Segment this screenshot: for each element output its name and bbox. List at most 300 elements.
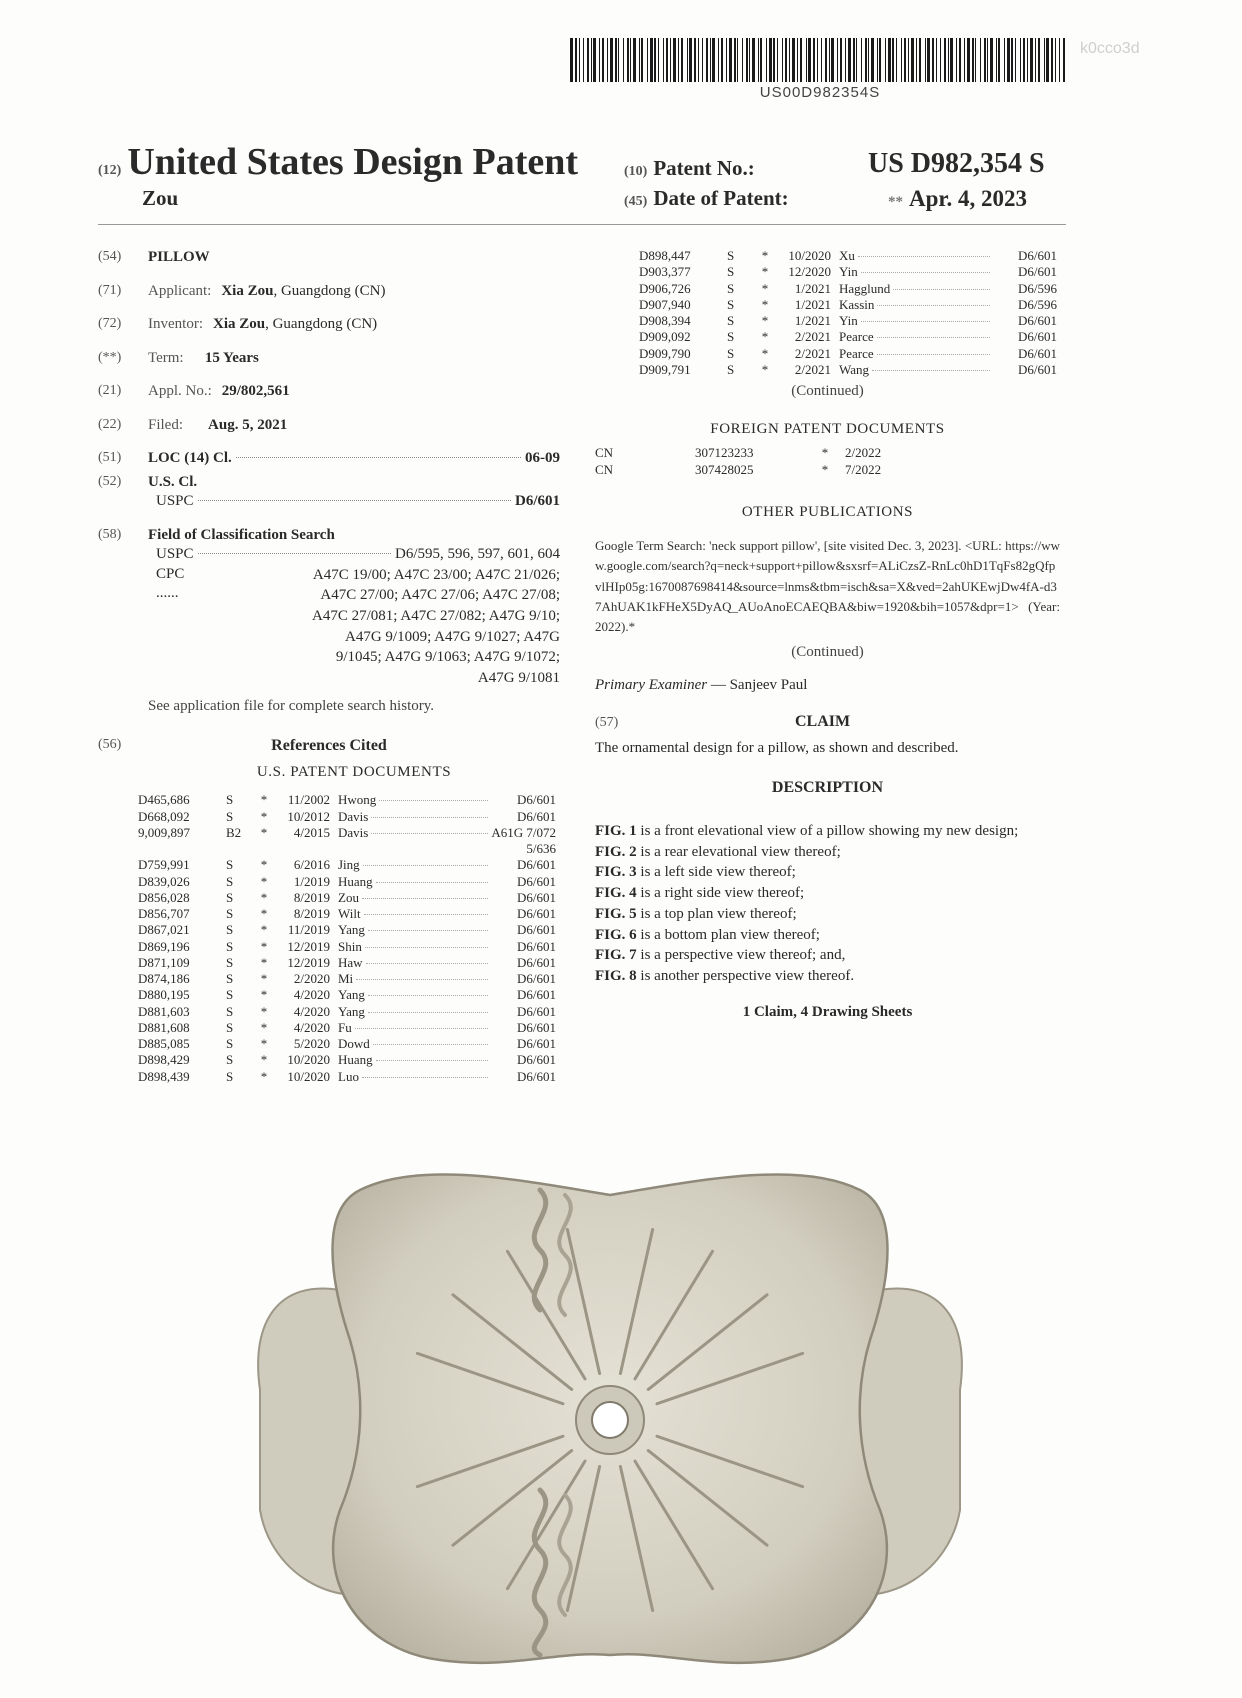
cpc-line: A47C 19/00; A47C 23/00; A47C 21/026; <box>312 566 560 583</box>
dot-leader <box>365 947 489 948</box>
reference-row <box>138 792 556 808</box>
inventor-name: Xia Zou <box>212 316 266 332</box>
barcode-bar <box>861 38 862 82</box>
reference-row <box>138 1020 556 1036</box>
barcode-bar <box>666 38 668 82</box>
barcode-bar <box>1007 38 1010 82</box>
ref-class: D6/596 <box>1018 280 1057 296</box>
barcode-bar <box>919 38 921 82</box>
reference-row <box>138 857 556 873</box>
barcode-bar <box>681 38 683 82</box>
dot-leader <box>376 1060 489 1061</box>
ref-name: Fu <box>338 1019 352 1035</box>
barcode-bar <box>817 38 818 82</box>
ref-kind: S <box>226 938 234 954</box>
ref-name: Wilt <box>338 906 361 922</box>
barcode-bar <box>940 38 941 82</box>
dot-leader <box>363 865 489 866</box>
ref-date: 2/2021 <box>794 345 831 361</box>
field-code: (56) <box>98 737 122 753</box>
pillow-center-hole <box>592 1402 628 1438</box>
search-uspc-label: USPC <box>156 546 194 562</box>
barcode-bar <box>972 38 974 82</box>
reference-row <box>138 1069 556 1085</box>
barcode-bar <box>829 38 830 82</box>
cpc-line: A47G 9/1009; A47G 9/1027; A47G <box>344 628 560 645</box>
ref-name: Yang <box>338 987 365 1003</box>
barcode-bar <box>956 38 957 82</box>
barcode-bar <box>785 38 787 82</box>
foreign-documents-title: FOREIGN PATENT DOCUMENTS <box>710 420 945 437</box>
barcode-bar <box>1044 38 1045 82</box>
description-list <box>595 821 1060 987</box>
barcode-bar <box>856 38 857 82</box>
barcode-bar <box>837 38 838 82</box>
ref-name: Luo <box>338 1068 359 1084</box>
barcode-bar <box>853 38 855 82</box>
barcode-bar <box>964 38 965 82</box>
barcode-bar <box>742 38 743 82</box>
ref-name: Davis <box>338 824 369 840</box>
figure-text: is a bottom plan view thereof; <box>636 926 820 943</box>
ref-cited-mark: * <box>260 1003 268 1019</box>
barcode-bar <box>647 38 648 82</box>
ref-number: D903,377 <box>639 264 691 280</box>
barcode-bar <box>896 38 897 82</box>
barcode-bar <box>908 38 909 82</box>
ref-cited-mark: * <box>260 889 268 905</box>
barcode-bar <box>706 38 708 82</box>
foreign-reference-row <box>595 462 925 479</box>
barcode-bar <box>698 38 699 82</box>
us-cl-sublabel: USPC <box>156 493 194 509</box>
applicant-location: , Guangdong (CN) <box>273 282 386 299</box>
barcode-bar <box>871 38 874 82</box>
barcode-bar <box>797 38 798 82</box>
examiner-separator: — <box>707 677 730 694</box>
reference-row <box>138 922 556 938</box>
ref-name-cell <box>338 1020 491 1036</box>
ref-class: D6/601 <box>517 1003 556 1019</box>
field-code: (58) <box>98 526 122 542</box>
ref-cited-mark: * <box>260 1036 268 1052</box>
reference-row <box>639 362 1057 378</box>
ref-number: D909,092 <box>639 329 691 345</box>
barcode-bar <box>892 38 894 82</box>
barcode-bar <box>570 38 573 82</box>
ref-name: Xu <box>839 248 855 263</box>
ref-cited-mark: * <box>260 792 268 808</box>
ref-class: D6/601 <box>517 873 556 889</box>
ref-date: 5/2020 <box>293 1036 330 1052</box>
ref-cited-mark: * <box>761 296 769 312</box>
figure-label: FIG. 4 <box>595 885 637 902</box>
barcode-bar <box>587 38 589 82</box>
barcode-bar <box>800 38 802 82</box>
ref-kind: S <box>727 361 735 377</box>
barcode-bar <box>998 38 1000 82</box>
term-field <box>98 349 560 369</box>
barcode-image <box>570 38 1065 82</box>
barcode-bar <box>1051 38 1053 82</box>
ref-name: Yin <box>839 264 858 280</box>
barcode-bar <box>678 38 679 82</box>
ref-kind: S <box>226 808 234 824</box>
dot-leader <box>198 500 511 501</box>
reference-row <box>138 874 556 890</box>
barcode-bar <box>1035 38 1036 82</box>
ref-cited-mark: * <box>260 824 268 840</box>
ref-name: Davis <box>338 808 369 824</box>
dot-leader <box>376 882 489 883</box>
reference-row <box>138 1004 556 1020</box>
barcode-bar <box>990 38 993 82</box>
ref-class: D6/601 <box>517 1052 556 1068</box>
ref-number: 9,009,897 <box>138 824 190 840</box>
barcode-bar <box>885 38 886 82</box>
ref-name: Yang <box>338 1003 365 1019</box>
ref-date: 10/2020 <box>287 1052 330 1068</box>
ref-name-cell <box>338 987 491 1003</box>
foreign-ref-star: * <box>821 445 829 460</box>
ref-number: D465,686 <box>138 792 190 808</box>
ref-cited-mark: * <box>761 329 769 345</box>
appl-no-label: Appl. No.: <box>148 383 212 399</box>
left-column <box>98 248 560 1085</box>
ref-name: Dowd <box>338 1036 370 1052</box>
reference-row <box>138 1036 556 1052</box>
ref-name-cell <box>839 313 993 329</box>
ref-cited-mark: * <box>260 922 268 938</box>
dot-leader <box>872 370 990 371</box>
ref-class: D6/601 <box>1018 264 1057 280</box>
ref-cited-mark: * <box>260 1052 268 1068</box>
field-code: (71) <box>98 282 122 298</box>
foreign-ref-num: 307123233 <box>695 445 754 460</box>
continued-note: (Continued) <box>791 643 864 660</box>
ref-name-cell <box>338 971 491 987</box>
date-label <box>624 186 789 211</box>
barcode-bar <box>1055 38 1056 82</box>
reference-row <box>138 1052 556 1068</box>
search-label: Field of Classification Search <box>148 526 335 543</box>
reference-row <box>639 281 1057 297</box>
barcode-bar <box>726 38 727 82</box>
cpc-line: A47C 27/081; A47C 27/082; A47G 9/10; <box>312 607 560 624</box>
doc-type-code: (12) <box>98 163 122 178</box>
barcode-bar <box>975 38 976 82</box>
ref-name-cell <box>839 329 993 345</box>
title-field <box>98 248 560 268</box>
search-cpc-codes <box>204 565 560 689</box>
claim-code: (57) <box>595 714 619 730</box>
ref-cited-mark: * <box>761 361 769 377</box>
figure-description <box>595 862 1060 883</box>
ref-kind: S <box>727 248 735 263</box>
ref-class: A61G 7/072 <box>491 824 556 840</box>
ref-name-cell <box>338 906 491 922</box>
barcode-bar <box>670 38 671 82</box>
ref-date: 10/2020 <box>287 1068 330 1084</box>
claim-title: CLAIM <box>795 712 851 730</box>
ref-name-cell <box>839 281 993 297</box>
barcode-bar <box>831 38 834 82</box>
barcode-bar <box>1027 38 1028 82</box>
figure-text: is a perspective view thereof; and, <box>636 947 846 964</box>
ref-name: Haw <box>338 954 363 970</box>
barcode-bar <box>610 38 613 82</box>
barcode-bar <box>593 38 596 82</box>
search-uspc-value: D6/595, 596, 597, 601, 604 <box>395 546 560 562</box>
figure-label: FIG. 8 <box>595 967 637 984</box>
reference-row <box>138 890 556 906</box>
continued-note: (Continued) <box>791 383 864 399</box>
barcode-bar <box>813 38 815 82</box>
field-code: (51) <box>98 450 122 465</box>
barcode-bar <box>599 38 600 82</box>
ref-date: 10/2012 <box>287 808 330 824</box>
figure-description <box>595 945 1060 966</box>
ref-class: D6/601 <box>517 792 556 808</box>
barcode-bar <box>1023 38 1025 82</box>
foreign-ref-country: CN <box>595 461 614 477</box>
barcode-bar <box>749 38 750 82</box>
barcode-bar <box>623 38 624 82</box>
us-references-table <box>138 792 556 1085</box>
search-cpc-label: CPC ...... <box>156 565 185 601</box>
dot-leader <box>362 898 488 899</box>
dot-leader <box>368 995 489 996</box>
ref-date: 12/2020 <box>788 264 831 280</box>
search-history-note: See application file for complete search history. <box>148 697 435 714</box>
examiner-name: Sanjeev Paul <box>729 677 808 694</box>
ref-cited-mark: * <box>761 248 769 263</box>
ref-number: D898,439 <box>138 1068 190 1084</box>
ref-cited-mark: * <box>260 971 268 987</box>
ref-name-cell <box>338 955 491 971</box>
foreign-ref-star: * <box>821 461 829 477</box>
barcode-bar <box>1020 38 1021 82</box>
patent-number-label-text: Patent No.: <box>653 156 755 180</box>
barcode-bar <box>911 38 914 82</box>
ref-kind: S <box>727 280 735 296</box>
ref-kind: B2 <box>226 824 242 840</box>
barcode-bar <box>641 38 643 82</box>
ref-number <box>138 841 226 857</box>
barcode-side-text: k0cco3d <box>1080 40 1140 57</box>
dot-leader <box>368 930 489 931</box>
field-code: (52) <box>98 473 122 489</box>
ref-kind: S <box>226 1036 234 1052</box>
barcode-bar <box>734 38 736 82</box>
ref-name-cell <box>338 825 491 841</box>
ref-date: 1/2021 <box>794 280 831 296</box>
ref-name: Wang <box>839 361 869 377</box>
reference-row <box>138 809 556 825</box>
figure-label: FIG. 1 <box>595 823 637 840</box>
ref-date: 2/2020 <box>293 971 330 987</box>
figure-label: FIG. 2 <box>595 843 637 860</box>
reference-row <box>639 329 1057 345</box>
ref-kind: S <box>226 889 234 905</box>
barcode-bar <box>936 38 937 82</box>
barcode-bar <box>808 38 811 82</box>
figure-description <box>595 904 1060 925</box>
ref-kind: S <box>226 1019 234 1035</box>
barcode-bar <box>718 38 719 82</box>
barcode-bar <box>760 38 762 82</box>
ref-date: 8/2019 <box>293 906 330 922</box>
ref-cited-mark: * <box>260 873 268 889</box>
barcode-bar <box>927 38 930 82</box>
ref-number: D869,196 <box>138 938 190 954</box>
cpc-line: A47G 9/1081 <box>477 669 560 686</box>
ref-name-cell <box>839 297 993 313</box>
ref-number: D906,726 <box>639 280 691 296</box>
figure-label: FIG. 7 <box>595 947 637 964</box>
barcode-bar <box>845 38 846 82</box>
reference-row <box>138 825 556 841</box>
barcode-bar <box>792 38 795 82</box>
us-patent-documents-title: U.S. PATENT DOCUMENTS <box>256 763 452 780</box>
dot-leader <box>379 800 488 801</box>
ref-cited-mark: * <box>260 808 268 824</box>
field-code: (72) <box>98 316 122 331</box>
reference-row <box>639 297 1057 313</box>
ref-cited-mark: * <box>761 345 769 361</box>
ref-date: 11/2002 <box>287 792 330 808</box>
ref-name: Jing <box>338 857 360 873</box>
barcode-bar <box>848 38 851 82</box>
barcode-bar <box>712 38 715 82</box>
dot-leader <box>893 289 990 290</box>
ref-number: D881,603 <box>138 1003 190 1019</box>
figure-text: is a left side view thereof; <box>636 864 796 881</box>
ref-class: D6/601 <box>517 987 556 1003</box>
figure-text: is a top plan view thereof; <box>636 905 797 922</box>
ref-class: D6/601 <box>517 889 556 905</box>
ref-name-cell <box>338 1052 491 1068</box>
foreign-ref-num: 307428025 <box>695 461 754 477</box>
figure-label: FIG. 6 <box>595 926 637 943</box>
dot-leader <box>858 256 990 257</box>
applicant-field <box>98 282 560 302</box>
ref-name: Shin <box>338 938 362 954</box>
cpc-line: 9/1045; A47G 9/1063; A47G 9/1072; <box>335 649 560 666</box>
us-cl-value: D6/601 <box>515 493 560 509</box>
barcode-bar <box>769 38 772 82</box>
barcode-bar <box>627 38 629 82</box>
ref-date: 2/2021 <box>794 329 831 345</box>
ref-class: D6/601 <box>517 1019 556 1035</box>
barcode-bar <box>729 38 732 82</box>
figure-description <box>595 966 1060 987</box>
ref-class: D6/601 <box>517 1036 556 1052</box>
ref-class: 5/636 <box>526 841 556 857</box>
barcode-bar <box>959 38 961 82</box>
loc-value: 06-09 <box>525 450 560 466</box>
references-title: References Cited <box>271 737 387 755</box>
claim-heading <box>595 712 1060 733</box>
barcode-bar <box>888 38 891 82</box>
barcode-bar <box>663 38 664 82</box>
barcode-bar <box>877 38 878 82</box>
ref-class: D6/601 <box>517 1068 556 1084</box>
ref-name-cell <box>839 248 993 264</box>
other-publication-text: Google Term Search: 'neck support pillow', [site visited Dec. 3, 2023]. <URL: https://www.google.com/search?q=neck+support+pillow&sxsrf=ALiCzsZ-RnLc0hD1TqFs82gQfpvlHIp05g:1670087698414&source=lnms&tbm=isch&sa=X&ved=2ahUKEwjDw4fA-d37AhUAK1kFHeX5DyAQ_AUoAnoECAEQBA&biw=1920&bih=1057&dpr=1> (Year: 2022).* <box>595 538 1060 634</box>
barcode-bar <box>980 38 981 82</box>
barcode-bar <box>630 38 631 82</box>
ref-cited-mark: * <box>260 954 268 970</box>
ref-name-cell <box>338 857 491 873</box>
ref-name-cell <box>839 264 993 280</box>
dot-leader <box>362 1077 488 1078</box>
description-title: DESCRIPTION <box>771 779 884 797</box>
dot-leader <box>371 833 488 834</box>
reference-row <box>639 264 1057 280</box>
barcode-bar <box>987 38 988 82</box>
ref-cited-mark: * <box>761 280 769 296</box>
other-publications-title: OTHER PUBLICATIONS <box>741 503 914 520</box>
figure-description <box>595 821 1060 842</box>
barcode-bar <box>1004 38 1005 82</box>
loc-label: LOC (14) Cl. <box>148 450 232 466</box>
ref-number: D909,790 <box>639 345 691 361</box>
ref-date <box>272 841 338 857</box>
barcode-bar <box>1059 38 1060 82</box>
us-references-continued-table <box>639 248 1057 378</box>
reference-row <box>639 313 1057 329</box>
ref-name-cell <box>338 939 491 955</box>
ref-cited-mark: * <box>260 938 268 954</box>
dot-leader <box>861 272 990 273</box>
ref-kind: S <box>226 1003 234 1019</box>
ref-date: 8/2019 <box>293 889 330 905</box>
patent-date <box>888 186 1027 212</box>
ref-class: D6/601 <box>1018 361 1057 377</box>
barcode-bar <box>607 38 608 82</box>
ref-kind: S <box>226 906 234 922</box>
ref-kind: S <box>727 264 735 280</box>
ref-kind: S <box>226 971 234 987</box>
ref-cited-mark: * <box>260 1068 268 1084</box>
ref-class: D6/601 <box>517 857 556 873</box>
ref-kind: S <box>226 873 234 889</box>
field-code: (21) <box>98 383 122 398</box>
applicant-label: Applicant: <box>148 282 212 299</box>
barcode-bar <box>766 38 767 82</box>
ref-number: D874,186 <box>138 971 190 987</box>
date-code: (45) <box>624 194 648 209</box>
ref-number: D867,021 <box>138 922 190 938</box>
barcode-bar <box>996 38 997 82</box>
ref-class: D6/601 <box>517 922 556 938</box>
ref-class: D6/601 <box>517 971 556 987</box>
dot-leader <box>877 337 990 338</box>
ref-class: D6/601 <box>517 808 556 824</box>
ref-cited-mark: * <box>761 264 769 280</box>
ref-name-cell <box>338 922 491 938</box>
ref-name: Hagglund <box>839 280 891 296</box>
ref-class: D6/601 <box>517 906 556 922</box>
ref-kind: S <box>226 857 234 873</box>
reference-row <box>138 987 556 1003</box>
ref-class: D6/601 <box>1018 313 1057 328</box>
barcode-bar <box>710 38 711 82</box>
ref-number: D871,109 <box>138 954 190 970</box>
barcode-bar <box>575 38 577 82</box>
barcode-number: US00D982354S <box>759 84 881 101</box>
